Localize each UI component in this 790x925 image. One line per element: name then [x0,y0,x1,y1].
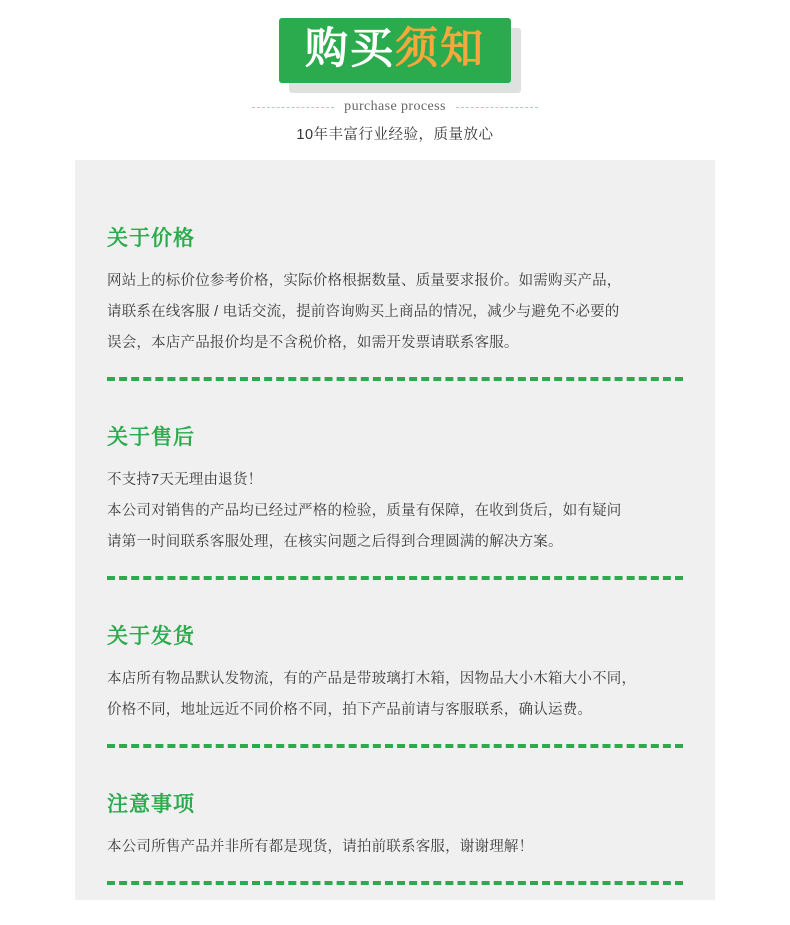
page-header [0,0,790,144]
subtitle-chinese: 10年丰富行业经验，质量放心 [296,127,494,144]
subtitle-line-left [252,107,334,108]
section-title-after-sales: 关于售后 [107,425,195,449]
section-notice [75,748,715,863]
section-line: 请联系在线客服 / 电话交流，提前咨询购买上商品的情况，减少与避免不必要的 [107,304,620,320]
page-title [305,25,485,74]
section-line: 价格不同，地址远近不同价格不同，拍下产品前请与客服联系，确认运费。 [107,702,593,718]
section-body-notice [107,832,683,863]
section-shipping [75,580,715,726]
section-line: 网站上的标价位参考价格，实际价格根据数量、质量要求报价。如需购买产品， [107,273,622,289]
page-title-badge [279,18,511,83]
section-body-price [107,266,683,359]
section-line: 本店所有物品默认发物流，有的产品是带玻璃打木箱，因物品大小木箱大小不同， [107,671,637,687]
section-divider [107,881,683,885]
section-title-shipping: 关于发货 [107,624,195,648]
subtitle-line-right [456,107,538,108]
section-line: 不支持7天无理由退货！ [107,472,263,488]
subtitle-english: purchase process [344,99,446,115]
subtitle-row [0,99,790,115]
section-line: 本公司所售产品并非所有都是现货，请拍前联系客服，谢谢理解！ [107,839,534,855]
page-title-main: 购买 [305,24,395,74]
section-after-sales [75,381,715,558]
section-body-shipping [107,664,683,726]
section-line: 本公司对销售的产品均已经过严格的检验，质量有保障，在收到货后，如有疑问 [107,503,622,519]
section-body-after-sales [107,465,683,558]
section-line: 请第一时间联系客服处理，在核实问题之后得到合理圆满的解决方案。 [107,534,563,550]
content-panel [75,160,715,900]
section-title-price: 关于价格 [107,226,195,250]
section-line: 误会，本店产品报价均是不含税价格，如需开发票请联系客服。 [107,335,519,351]
page-title-accent: 须知 [395,24,485,74]
section-title-notice: 注意事项 [107,792,195,816]
section-price [75,160,715,359]
